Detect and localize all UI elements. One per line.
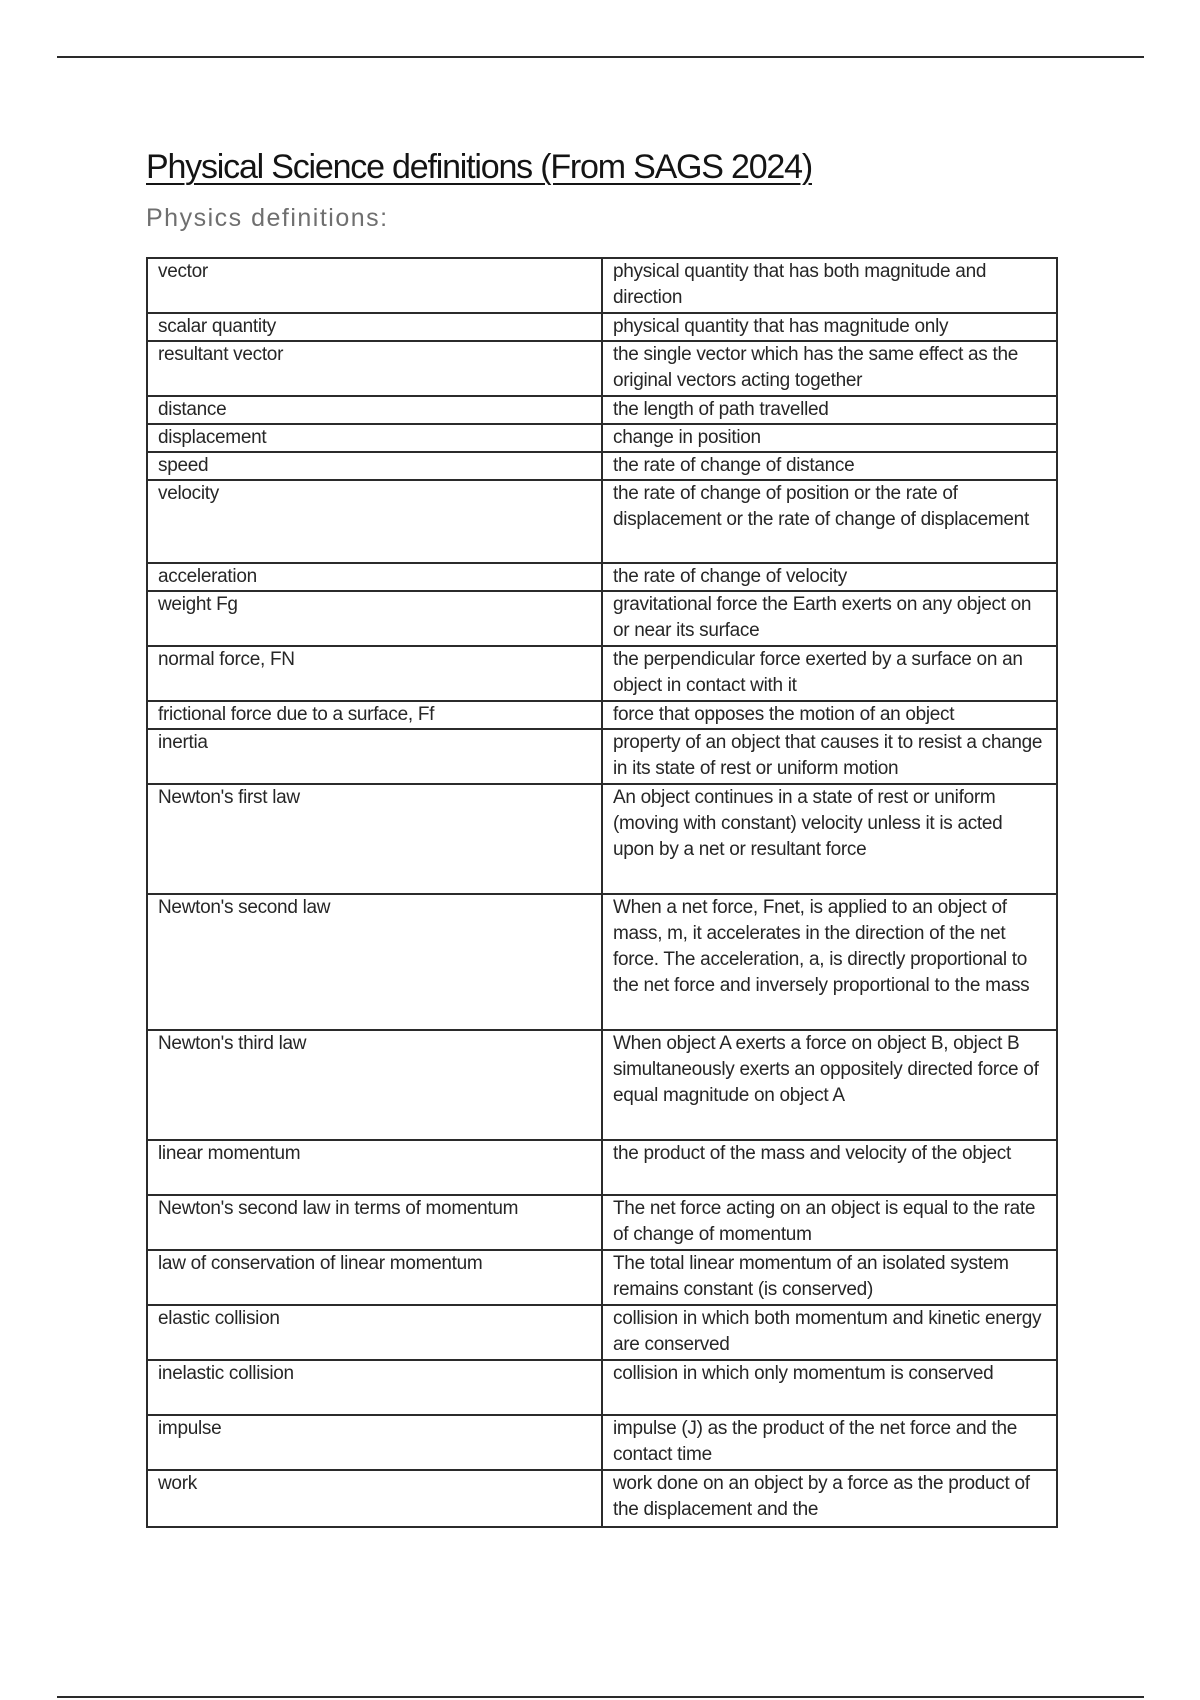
term-cell: acceleration bbox=[147, 563, 602, 591]
table-row bbox=[147, 396, 1057, 424]
definition-cell: When a net force, Fnet, is applied to an object of mass, m, it accelerates in the direction of the net force. The acceleration, a, is directly proportional to the net force and inversely proportional to the mass bbox=[602, 894, 1057, 1030]
definition-cell: the rate of change of velocity bbox=[602, 563, 1057, 591]
table-row bbox=[147, 424, 1057, 452]
definitions-table bbox=[146, 257, 1058, 1528]
table-row bbox=[147, 1030, 1057, 1140]
term-cell: inelastic collision bbox=[147, 1360, 602, 1415]
table-row bbox=[147, 1195, 1057, 1250]
table-row bbox=[147, 1140, 1057, 1195]
term-cell: elastic collision bbox=[147, 1305, 602, 1360]
term-cell: Newton's second law in terms of momentum bbox=[147, 1195, 602, 1250]
term-cell: resultant vector bbox=[147, 341, 602, 396]
term-cell: linear momentum bbox=[147, 1140, 602, 1195]
term-cell: weight Fg bbox=[147, 591, 602, 646]
table-row bbox=[147, 258, 1057, 313]
term-cell: distance bbox=[147, 396, 602, 424]
definition-cell: the product of the mass and velocity of the object bbox=[602, 1140, 1057, 1195]
document-title: Physical Science definitions (From SAGS 2024) bbox=[146, 148, 812, 186]
table-row bbox=[147, 1415, 1057, 1470]
top-rule bbox=[57, 56, 1144, 58]
definition-cell: collision in which only momentum is conserved bbox=[602, 1360, 1057, 1415]
term-cell: Newton's first law bbox=[147, 784, 602, 894]
definition-cell: The total linear momentum of an isolated system remains constant (is conserved) bbox=[602, 1250, 1057, 1305]
term-cell: frictional force due to a surface, Ff bbox=[147, 701, 602, 729]
table-row bbox=[147, 452, 1057, 480]
table-row bbox=[147, 591, 1057, 646]
definition-cell: impulse (J) as the product of the net force and the contact time bbox=[602, 1415, 1057, 1470]
table-row bbox=[147, 646, 1057, 701]
table-row bbox=[147, 341, 1057, 396]
table-row bbox=[147, 784, 1057, 894]
definition-cell: An object continues in a state of rest or uniform (moving with constant) velocity unless it is acted upon by a net or resultant force bbox=[602, 784, 1057, 894]
bottom-rule bbox=[57, 1696, 1144, 1698]
term-cell: law of conservation of linear momentum bbox=[147, 1250, 602, 1305]
definition-cell: change in position bbox=[602, 424, 1057, 452]
table-row bbox=[147, 701, 1057, 729]
definition-cell: the rate of change of position or the rate of displacement or the rate of change of displacement bbox=[602, 480, 1057, 563]
definition-cell: The net force acting on an object is equal to the rate of change of momentum bbox=[602, 1195, 1057, 1250]
section-heading: Physics definitions: bbox=[146, 204, 389, 232]
table-row bbox=[147, 1250, 1057, 1305]
term-cell: Newton's third law bbox=[147, 1030, 602, 1140]
definition-cell: work done on an object by a force as the product of the displacement and the bbox=[602, 1470, 1057, 1527]
definition-cell: physical quantity that has both magnitude and direction bbox=[602, 258, 1057, 313]
definition-cell: When object A exerts a force on object B, object B simultaneously exerts an oppositely directed force of equal magnitude on object A bbox=[602, 1030, 1057, 1140]
definition-cell: physical quantity that has magnitude only bbox=[602, 313, 1057, 341]
table-row bbox=[147, 563, 1057, 591]
definition-cell: the single vector which has the same effect as the original vectors acting together bbox=[602, 341, 1057, 396]
table-row bbox=[147, 1305, 1057, 1360]
table-row bbox=[147, 1470, 1057, 1527]
definition-cell: gravitational force the Earth exerts on any object on or near its surface bbox=[602, 591, 1057, 646]
definition-cell: the perpendicular force exerted by a surface on an object in contact with it bbox=[602, 646, 1057, 701]
term-cell: scalar quantity bbox=[147, 313, 602, 341]
definition-cell: the rate of change of distance bbox=[602, 452, 1057, 480]
table-row bbox=[147, 729, 1057, 784]
definition-cell: force that opposes the motion of an object bbox=[602, 701, 1057, 729]
table-row bbox=[147, 1360, 1057, 1415]
definition-cell: collision in which both momentum and kinetic energy are conserved bbox=[602, 1305, 1057, 1360]
term-cell: speed bbox=[147, 452, 602, 480]
term-cell: velocity bbox=[147, 480, 602, 563]
definition-cell: property of an object that causes it to resist a change in its state of rest or uniform motion bbox=[602, 729, 1057, 784]
term-cell: work bbox=[147, 1470, 602, 1527]
term-cell: displacement bbox=[147, 424, 602, 452]
term-cell: normal force, FN bbox=[147, 646, 602, 701]
table-row bbox=[147, 313, 1057, 341]
definition-cell: the length of path travelled bbox=[602, 396, 1057, 424]
term-cell: Newton's second law bbox=[147, 894, 602, 1030]
term-cell: vector bbox=[147, 258, 602, 313]
term-cell: impulse bbox=[147, 1415, 602, 1470]
term-cell: inertia bbox=[147, 729, 602, 784]
table-row bbox=[147, 480, 1057, 563]
table-row bbox=[147, 894, 1057, 1030]
